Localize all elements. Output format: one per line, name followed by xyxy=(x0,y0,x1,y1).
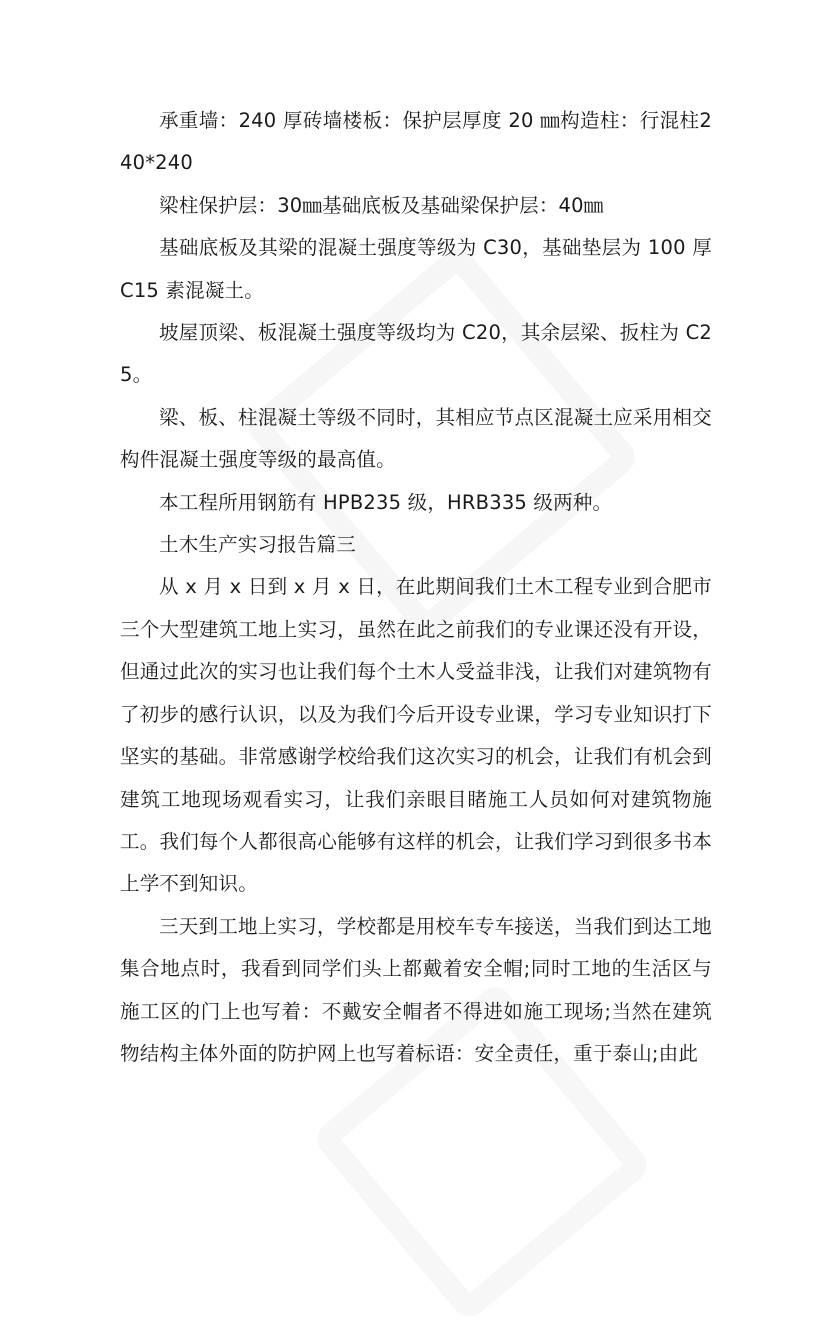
paragraph-concrete-grade-rule: 梁、板、柱混凝土等级不同时，其相应节点区混凝土应采用相交构件混凝土强度等级的最高值。 xyxy=(120,405,712,472)
paragraph-roof-concrete: 坡屋顶梁、板混凝土强度等级均为 C20，其余层梁、扳柱为 C25。 xyxy=(120,321,712,387)
paragraph-rebar: 本工程所用钢筋有 HPB235 级，HRB335 级两种。 xyxy=(159,490,613,514)
paragraph-safety: 三天到工地上实习，学校都是用校车专车接送，当我们到达工地集合地点时，我看到同学们头上都戴着安全帽;同时工地的生活区与施工区的门上也写着：不戴安全帽者不得进如施工现场;当然在建筑物结构主体外面的防护网上也写着标语：安全责任，重于泰山;由此 xyxy=(120,914,712,1065)
paragraph-internship-intro: 从 x 月 x 日到 x 月 x 日，在此期间我们土木工程专业到合肥市三个大型建筑工地上实习，虽然在此之前我们的专业课还没有开设，但通过此次的实习也让我们每个土木人受益非浅，让我们对建筑物有了初步的感行认识，以及为我们今后开设专业课，学习专业知识打下坚实的基础。非常感谢学校给我们这次实习的机会，让我们有机会到建筑工地现场观看实习，让我们亲眼目睹施工人员如何对建筑物施工。我们每个人都很高心能够有这样的机会，让我们学习到很多书本上学不到知识。 xyxy=(120,575,712,896)
paragraph-foundation-concrete: 基础底板及其梁的混凝土强度等级为 C30，基础垫层为 100 厚 C15 素混凝土。 xyxy=(120,236,712,302)
paragraph-protective-layer: 梁柱保护层：30㎜基础底板及基础梁保护层：40㎜ xyxy=(159,193,604,217)
section-heading: 土木生产实习报告篇三 xyxy=(159,533,357,557)
document-body xyxy=(120,100,712,1075)
paragraph-load-bearing-wall: 承重墙：240 厚砖墙楼板：保护层厚度 20 ㎜构造柱：行混柱240*240 xyxy=(120,109,712,175)
